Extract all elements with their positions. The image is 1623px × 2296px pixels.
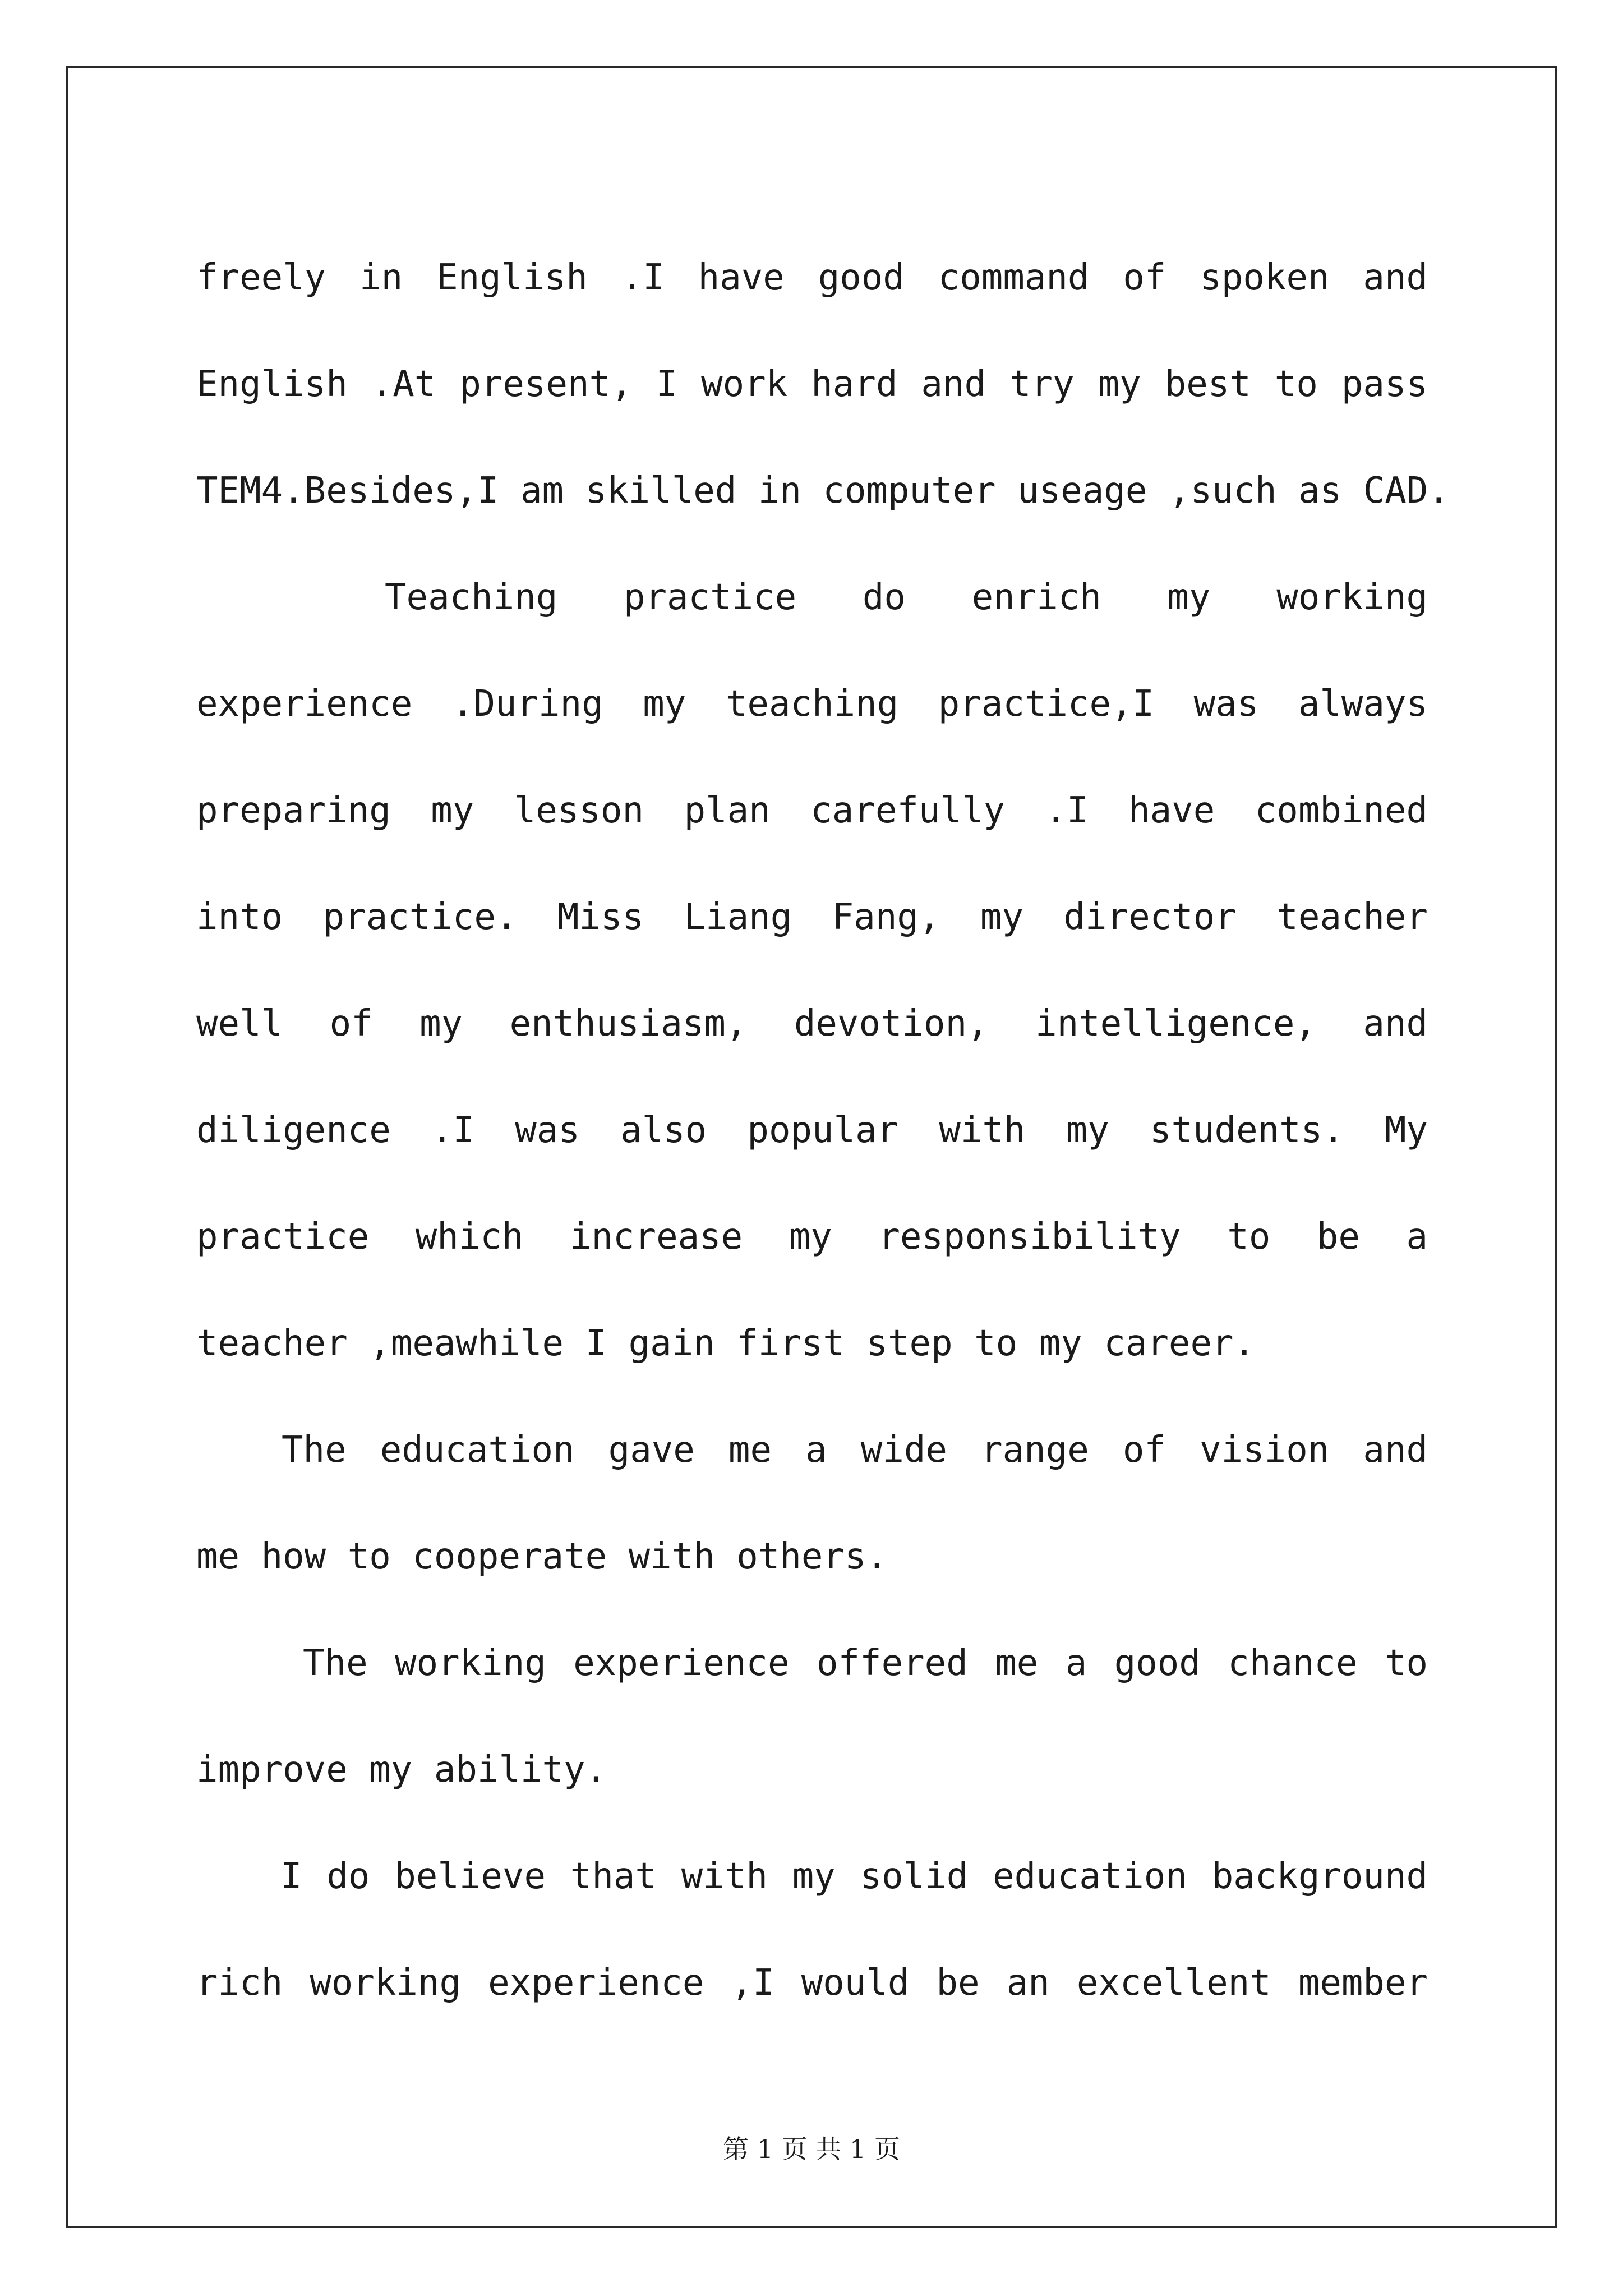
text-line: diligence .I was also popular with my students. My (196, 1110, 1428, 1151)
text-line: freely in English .I have good command of spoken and (196, 257, 1428, 298)
text-line: Teaching practice do enrich my working (385, 577, 1428, 618)
text-line: I do believe that with my solid education background (280, 1856, 1428, 1897)
text-line: The working experience offered me a good chance to (303, 1642, 1428, 1684)
text-line: preparing my lesson plan carefully .I have combined (196, 790, 1428, 831)
text-line: rich working experience ,I would be an excellent member (196, 1962, 1428, 2004)
page-footer (0, 2129, 1623, 2166)
text-line: English .At present, I work hard and try my best to pass (196, 364, 1428, 405)
text-line: practice which increase my responsibility to be a (196, 1216, 1428, 1258)
text-line: The education gave me a wide range of vision and (282, 1429, 1428, 1471)
page-number-label: 第 1 页 共 1 页 (723, 2134, 900, 2164)
text-line: TEM4.Besides,I am skilled in computer useage ,such as CAD. (196, 470, 1450, 512)
text-line: well of my enthusiasm, devotion, intelligence, and (196, 1003, 1428, 1045)
text-line: experience .During my teaching practice,I was always (196, 683, 1428, 725)
text-line: improve my ability. (196, 1749, 607, 1791)
text-line: into practice. Miss Liang Fang, my director teacher (196, 896, 1428, 938)
text-line: teacher ,meawhile I gain first step to my career. (196, 1323, 1256, 1364)
text-line: me how to cooperate with others. (196, 1536, 888, 1577)
document-body (196, 224, 1450, 2036)
